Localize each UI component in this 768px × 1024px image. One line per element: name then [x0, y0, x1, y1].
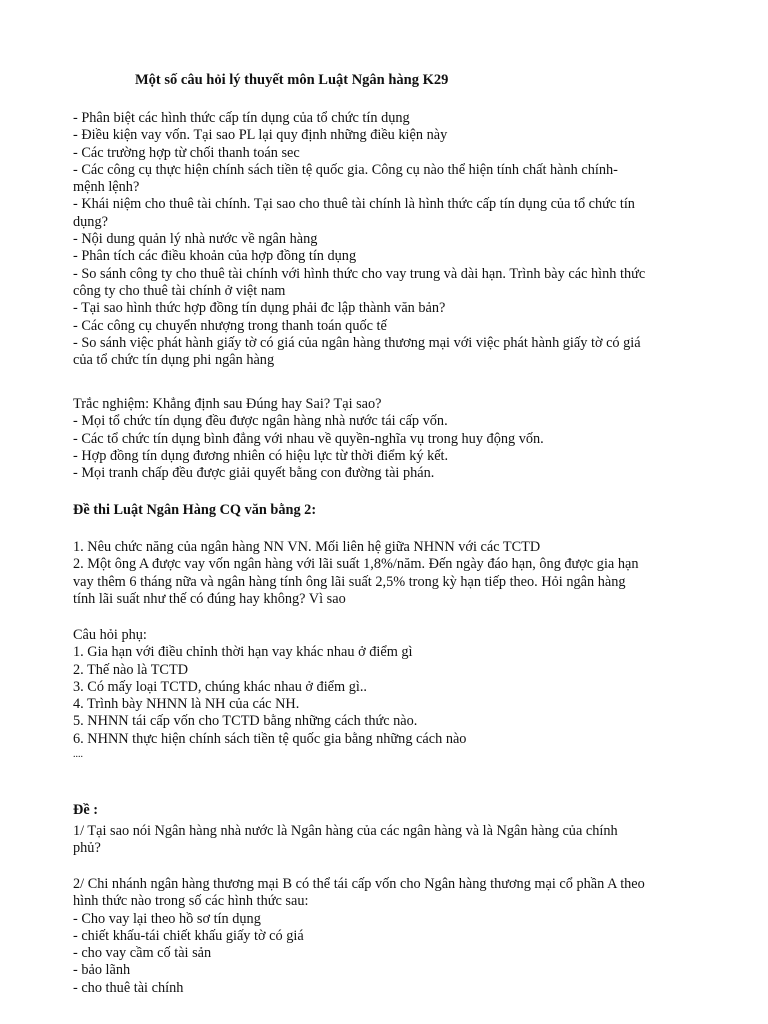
de-question-1	[73, 823, 703, 858]
list-item: - Các công cụ chuyển nhượng trong thanh toán quốc tế	[73, 317, 387, 334]
list-item: - Mọi tổ chức tín dụng đều được ngân hàng nhà nước tái cấp vốn.	[73, 413, 448, 430]
de-question-2	[73, 876, 703, 997]
sub-questions	[73, 627, 703, 762]
list-item: tính lãi suất như thế có đúng hay không? Vì sao	[73, 590, 346, 607]
list-item: - Phân biệt các hình thức cấp tín dụng của tổ chức tín dụng	[73, 110, 410, 126]
list-item: - Các công cụ thực hiện chính sách tiền tệ quốc gia. Công cụ nào thể hiện tính chất hành chính-	[73, 161, 618, 178]
list-item: - Các trường hợp từ chối thanh toán sec	[73, 144, 300, 161]
list-item: - Điều kiện vay vốn. Tại sao PL lại quy định những điều kiện này	[73, 127, 448, 144]
list-item: - So sánh việc phát hành giấy tờ có giá của ngân hàng thương mại với việc phát hành giấy tờ có giá	[73, 334, 641, 351]
exam-heading: Đề thi Luật Ngân Hàng CQ văn bằng 2:	[73, 502, 317, 518]
list-item: - cho vay cầm cố tài sản	[73, 945, 212, 962]
list-item: 2. Một ông A được vay vốn ngân hàng với lãi suất 1,8%/năm. Đến ngày đáo hạn, ông được gia hạn	[73, 556, 639, 573]
list-item: 2. Thế nào là TCTD	[73, 661, 189, 678]
list-item: - So sánh công ty cho thuê tài chính với hình thức cho vay trung và dài hạn. Trình bày các hình thức	[73, 265, 646, 282]
list-item: - Hợp đồng tín dụng đương nhiên có hiệu lực từ thời điểm ký kết.	[73, 447, 449, 464]
list-item: - Cho vay lại theo hồ sơ tín dụng	[73, 910, 261, 927]
list-item: 4. Trình bày NHNN là NH của các NH.	[73, 696, 300, 713]
exam-questions	[73, 539, 703, 608]
list-item: phủ?	[73, 840, 101, 857]
list-item: 1. Nêu chức năng của ngân hàng NN VN. Mối liên hệ giữa NHNN với các TCTD	[73, 539, 541, 555]
document-title: Một số câu hỏi lý thuyết môn Luật Ngân hàng K29	[135, 72, 449, 88]
list-item: - Phân tích các điều khoản của hợp đồng tín dụng	[73, 248, 357, 265]
sub-questions-heading: Câu hỏi phụ:	[73, 627, 147, 643]
list-item: - Tại sao hình thức hợp đồng tín dụng phải đc lập thành văn bản?	[73, 300, 446, 317]
true-false-section	[73, 396, 703, 482]
theory-questions-list	[73, 110, 703, 369]
list-item: vay thêm 6 tháng nữa và ngân hàng tính ông lãi suất 2,5% trong kỳ hạn tiếp theo. Hỏi ngân hàng	[73, 573, 626, 590]
list-item: công ty cho thuê tài chính ở việt nam	[73, 282, 286, 299]
list-item: - Mọi tranh chấp đều được giải quyết bằng con đường tài phán.	[73, 465, 435, 482]
list-item: 2/ Chi nhánh ngân hàng thương mại B có thể tái cấp vốn cho Ngân hàng thương mại cổ phần A theo	[73, 876, 645, 892]
list-item: mệnh lệnh?	[73, 179, 140, 196]
list-item: - bảo lãnh	[73, 962, 131, 979]
list-item: - Nội dung quản lý nhà nước về ngân hàng	[73, 231, 318, 248]
list-item: hình thức nào trong số các hình thức sau:	[73, 893, 309, 910]
list-item: - Khái niệm cho thuê tài chính. Tại sao cho thuê tài chính là hình thức cấp tín dụng của tổ chức tín	[73, 196, 635, 213]
list-item: - chiết khấu-tái chiết khấu giấy tờ có giá	[73, 927, 304, 944]
list-item: 1. Gia hạn với điều chỉnh thời hạn vay khác nhau ở điểm gì	[73, 644, 413, 661]
list-item: dụng?	[73, 213, 108, 230]
list-item: 5. NHNN tái cấp vốn cho TCTD bằng những cách thức nào.	[73, 713, 418, 730]
list-item: 3. Có mấy loại TCTD, chúng khác nhau ở điểm gì..	[73, 678, 367, 695]
list-item: 6. NHNN thực hiện chính sách tiền tệ quốc gia bằng những cách nào	[73, 730, 467, 747]
ellipsis: ....	[73, 749, 83, 761]
list-item: - cho thuê tài chính	[73, 979, 184, 996]
list-item: của tổ chức tín dụng phi ngân hàng	[73, 352, 275, 369]
de-heading: Đề :	[73, 802, 99, 818]
list-item: - Các tổ chức tín dụng bình đẳng với nhau về quyền-nghĩa vụ trong huy động vốn.	[73, 430, 544, 447]
true-false-heading: Trắc nghiệm: Khẳng định sau Đúng hay Sai? Tại sao?	[73, 396, 382, 412]
list-item: 1/ Tại sao nói Ngân hàng nhà nước là Ngân hàng của các ngân hàng và là Ngân hàng của chính	[73, 823, 618, 839]
